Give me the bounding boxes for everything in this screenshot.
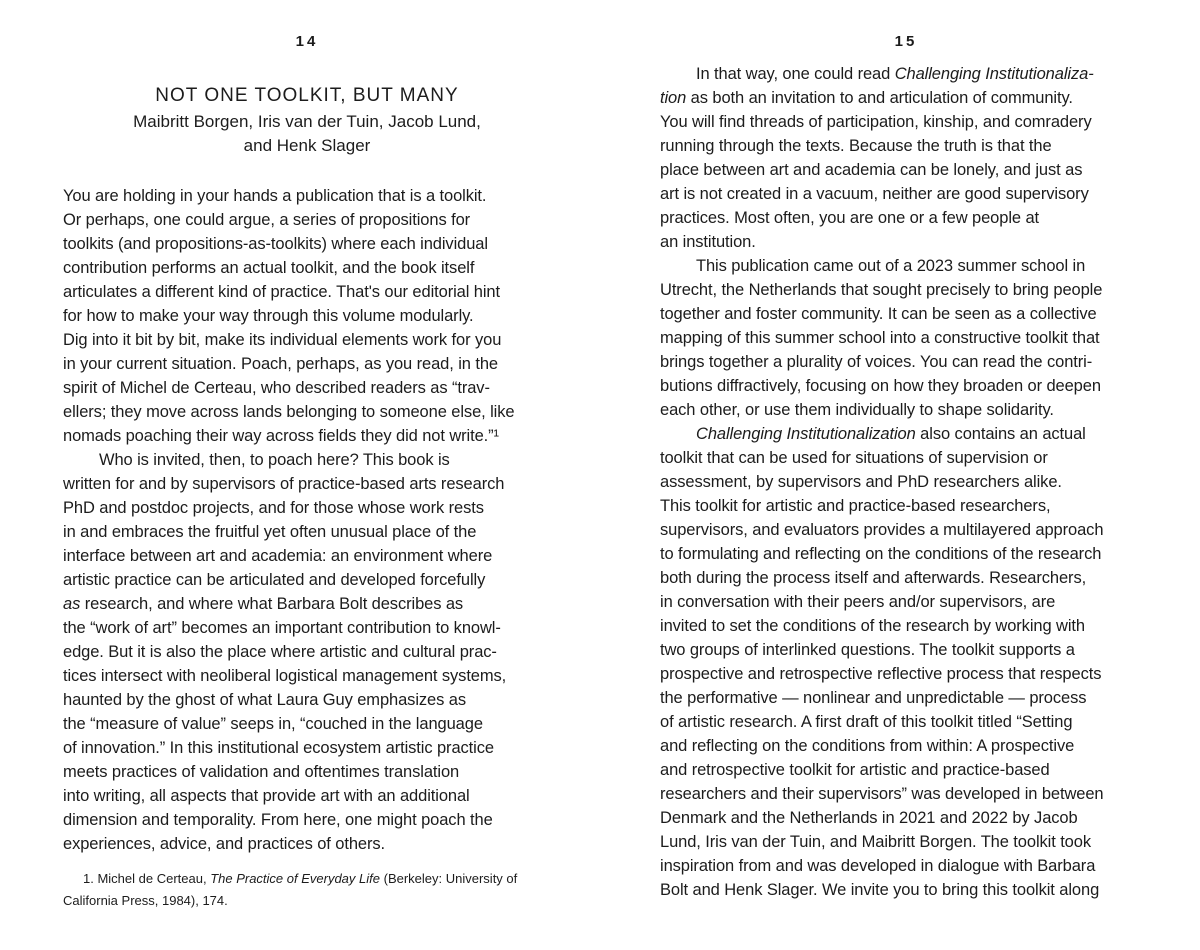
text-line: in your current situation. Poach, perhaps, as you read, in the [63, 355, 498, 373]
text-line: assessment, by supervisors and PhD researchers alike. [660, 473, 1062, 491]
page-14 [63, 0, 551, 950]
text-line: for how to make your way through this volume modularly. [63, 307, 474, 325]
text-line: California Press, 1984), 174. [63, 893, 228, 908]
text-line: invited to set the conditions of the research by working with [660, 617, 1085, 635]
text-line: meets practices of validation and oftentimes translation [63, 763, 460, 781]
text-line: Utrecht, the Netherlands that sought precisely to bring people [660, 281, 1103, 299]
text-line: butions diffractively, focusing on how they broaden or deepen [660, 377, 1101, 395]
text-line: interface between art and academia: an environment where [63, 547, 493, 565]
text-line: haunted by the ghost of what Laura Guy emphasizes as [63, 691, 466, 709]
text-line: PhD and postdoc projects, and for those whose work rests [63, 499, 484, 517]
text-line: and retrospective toolkit for artistic and practice-based [660, 761, 1050, 779]
text-line: supervisors, and evaluators provides a multilayered approach [660, 521, 1104, 539]
text-line: Challenging Institutionalization also contains an actual [696, 425, 1086, 443]
text-line: Bolt and Henk Slager. We invite you to bring this toolkit along [660, 881, 1100, 899]
text-line: spirit of Michel de Certeau, who described readers as “trav- [63, 379, 490, 397]
text-line: inspiration from and was developed in dialogue with Barbara [660, 857, 1096, 875]
text-line: Denmark and the Netherlands in 2021 and 2022 by Jacob [660, 809, 1078, 827]
text-line: each other, or use them individually to shape solidarity. [660, 401, 1054, 419]
text-line: contribution performs an actual toolkit, and the book itself [63, 259, 475, 277]
text-line: articulates a different kind of practice. That's our editorial hint [63, 283, 500, 301]
text-line: the performative — nonlinear and unpredictable — process [660, 689, 1087, 707]
text-line: of artistic research. A first draft of this toolkit titled “Setting [660, 713, 1073, 731]
text-line: nomads poaching their way across fields they did not write.”¹ [63, 427, 499, 445]
text-line: artistic practice can be articulated and developed forcefully [63, 571, 486, 589]
text-line: You are holding in your hands a publication that is a toolkit. [63, 187, 487, 205]
text-line: ellers; they move across lands belonging to someone else, like [63, 403, 515, 421]
text-line: in conversation with their peers and/or supervisors, are [660, 593, 1056, 611]
text-line: experiences, advice, and practices of others. [63, 835, 386, 853]
text-line: 1. Michel de Certeau, The Practice of Everyday Life (Berkeley: University of [83, 871, 518, 886]
chapter-title: NOT ONE TOOLKIT, BUT MANY [155, 85, 459, 106]
text-line: This publication came out of a 2023 summer school in [696, 257, 1086, 275]
text-line: into writing, all aspects that provide art with an additional [63, 787, 470, 805]
text-line: researchers and their supervisors” was developed in between [660, 785, 1104, 803]
text-line: and reflecting on the conditions from within: A prospective [660, 737, 1075, 755]
text-line: an institution. [660, 233, 756, 251]
text-line: Maibritt Borgen, Iris van der Tuin, Jacob Lund, [133, 112, 481, 131]
text-line: both during the process itself and afterwards. Researchers, [660, 569, 1087, 587]
text-line: This toolkit for artistic and practice-based researchers, [660, 497, 1051, 515]
text-line: two groups of interlinked questions. The toolkit supports a [660, 641, 1075, 659]
text-line: in and embraces the fruitful yet often unusual place of the [63, 523, 477, 541]
text-line: tices intersect with neoliberal logistical management systems, [63, 667, 507, 685]
text-line: running through the texts. Because the truth is that the [660, 137, 1052, 155]
text-line: together and foster community. It can be seen as a collective [660, 305, 1097, 323]
chapter-authors [63, 110, 551, 158]
text-line: toolkits (and propositions-as-toolkits) where each individual [63, 235, 488, 253]
text-line: Who is invited, then, to poach here? This book is [99, 451, 450, 469]
text-line: Dig into it bit by bit, make its individual elements work for you [63, 331, 502, 349]
text-line: edge. But it is also the place where artistic and cultural prac- [63, 643, 497, 661]
text-line: practices. Most often, you are one or a few people at [660, 209, 1040, 227]
text-line: Or perhaps, one could argue, a series of propositions for [63, 211, 471, 229]
text-line: Lund, Iris van der Tuin, and Maibritt Borgen. The toolkit took [660, 833, 1091, 851]
text-line: to formulating and reflecting on the conditions of the research [660, 545, 1102, 563]
text-line: mapping of this summer school into a constructive toolkit that [660, 329, 1100, 347]
text-line: and Henk Slager [243, 136, 371, 155]
page-number-right: 15 [894, 33, 918, 50]
text-line: written for and by supervisors of practice-based arts research [63, 475, 505, 493]
footnote [63, 868, 551, 912]
text-line: You will find threads of participation, kinship, and comradery [660, 113, 1092, 131]
text-line: In that way, one could read Challenging Institutionaliza- [696, 65, 1094, 83]
page-number-left: 14 [295, 33, 319, 50]
text-line: place between art and academia can be lonely, and just as [660, 161, 1083, 179]
page-15 [660, 0, 1152, 950]
text-line: dimension and temporality. From here, one might poach the [63, 811, 493, 829]
text-line: the “measure of value” seeps in, “couched in the language [63, 715, 483, 733]
body-text-left [63, 184, 551, 856]
text-line: the “work of art” becomes an important contribution to knowl- [63, 619, 501, 637]
text-line: tion as both an invitation to and articulation of community. [660, 89, 1073, 107]
text-line: prospective and retrospective reflective process that respects [660, 665, 1102, 683]
text-line: art is not created in a vacuum, neither are good supervisory [660, 185, 1089, 203]
text-line: of innovation.” In this institutional ecosystem artistic practice [63, 739, 494, 757]
body-text-right [660, 62, 1152, 902]
text-line: toolkit that can be used for situations of supervision or [660, 449, 1048, 467]
text-line: as research, and where what Barbara Bolt describes as [63, 595, 464, 613]
text-line: brings together a plurality of voices. You can read the contri- [660, 353, 1093, 371]
